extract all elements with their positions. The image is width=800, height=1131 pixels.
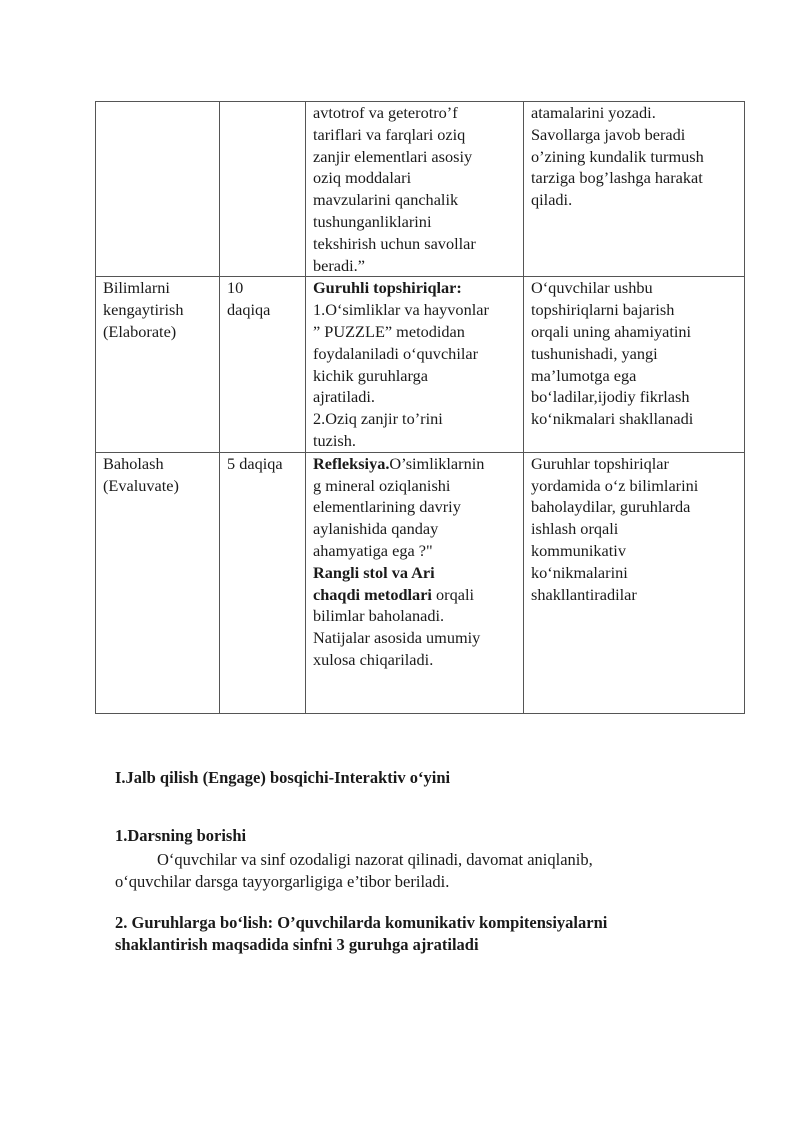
stage-cell [96, 277, 220, 452]
cell-text: shakllantiradilar [531, 584, 637, 604]
cell-text: ” PUZZLE” metodidan [313, 321, 465, 341]
teacher-activity-cell [306, 452, 524, 713]
stage-cell [96, 452, 220, 713]
cell-text: 1.O‘simliklar va hayvonlar [313, 300, 489, 320]
method-title: chaqdi metodlari [313, 584, 432, 604]
cell-text: xulosa chiqariladi. [313, 649, 434, 669]
cell-text: ishlash orqali [531, 519, 619, 539]
cell-text: mavzularini qanchalik [313, 190, 459, 210]
cell-text: O‘quvchilar ushbu [531, 278, 653, 298]
reflection-title: Refleksiya. [313, 453, 390, 473]
time-cell [220, 452, 306, 713]
cell-text: elementlarining davriy [313, 497, 461, 517]
time-cell [220, 102, 306, 277]
paragraph-line: o‘quvchilar darsga tayyorgarligiga e’tibor beriladi. [115, 872, 450, 891]
heading-line: shaklantirish maqsadida sinfni 3 guruhga ajratiladi [115, 935, 479, 954]
cell-text: oziq moddalari [313, 168, 412, 188]
student-activity-cell [524, 452, 745, 713]
engage-heading: I.Jalb qilish (Engage) bosqichi-Interaktiv o‘yini [115, 768, 451, 787]
cell-text: kichik guruhlarga [313, 365, 428, 385]
grouping-heading [115, 912, 715, 956]
cell-text [313, 584, 517, 606]
cell-text: 5 daqiqa [227, 453, 283, 473]
cell-text: ko‘nikmalarini [531, 562, 628, 582]
cell-text: zanjir elementlari asosiy [313, 146, 473, 166]
time-cell [220, 277, 306, 452]
cell-text: qiladi. [531, 190, 573, 210]
cell-text: Baholash [103, 453, 164, 473]
cell-text: ma’lumotga ega [531, 365, 637, 385]
cell-text: foydalaniladi o‘quvchilar [313, 343, 479, 363]
cell-text: tariflari va farqlari oziq [313, 124, 466, 144]
cell-text: tekshirish uchun savollar [313, 233, 476, 253]
task-title: Guruhli topshiriqlar: [313, 278, 462, 298]
cell-text: baholaydilar, guruhlarda [531, 497, 691, 517]
student-activity-cell [524, 277, 745, 452]
cell-text: beradi.” [313, 255, 365, 275]
lesson-flow-paragraph [115, 849, 715, 893]
teacher-activity-cell [306, 102, 524, 277]
cell-text: tarziga bog’lashga harakat [531, 168, 703, 188]
stage-cell [96, 102, 220, 277]
method-title: Rangli stol va Ari [313, 562, 435, 582]
table-row [96, 102, 745, 277]
heading-line: 2. Guruhlarga bo‘lish: O’quvchilarda komunikativ kompitensiyalarni [115, 913, 608, 932]
cell-text: avtotrof va geterotro’f [313, 103, 458, 122]
cell-text: Bilimlarni [103, 278, 170, 298]
cell-text: 10 [227, 278, 244, 298]
cell-text: kommunikativ [531, 540, 626, 560]
cell-text: (Elaborate) [103, 321, 177, 341]
cell-text: o’zining kundalik turmush [531, 146, 704, 166]
student-activity-cell [524, 102, 745, 277]
cell-text: aylanishida qanday [313, 519, 439, 539]
cell-text: Natijalar asosida umumiy [313, 628, 481, 648]
cell-text: Guruhlar topshiriqlar [531, 453, 669, 473]
cell-text: O’simliklarnin [389, 453, 485, 473]
table-row [96, 452, 745, 713]
cell-text: 2.Oziq zanjir to’rini [313, 409, 443, 429]
cell-text: topshiriqlarni bajarish [531, 300, 675, 320]
table-row [96, 277, 745, 452]
cell-text: bo‘ladilar,ijodiy fikrlash [531, 387, 690, 407]
cell-text: tushunganliklarini [313, 211, 432, 231]
teacher-activity-cell [306, 277, 524, 452]
cell-text: ahamyatiga ega ?" [313, 540, 433, 560]
cell-text: yordamida o‘z bilimlarini [531, 475, 699, 495]
cell-text: daqiqa [227, 300, 271, 320]
cell-text: (Evaluvate) [103, 475, 179, 495]
cell-text: ko‘nikmalari shakllanadi [531, 409, 694, 429]
cell-text: kengaytirish [103, 300, 184, 320]
cell-text: tushunishadi, yangi [531, 343, 658, 363]
cell-text: tuzish. [313, 430, 356, 450]
cell-text: bilimlar baholanadi. [313, 606, 445, 626]
cell-text: g mineral oziqlanishi [313, 475, 451, 495]
lesson-plan-table [95, 101, 745, 714]
cell-text: orqali [431, 584, 474, 604]
lesson-flow-heading: 1.Darsning borishi [115, 826, 247, 845]
cell-text [313, 453, 517, 475]
paragraph-line: O‘quvchilar va sinf ozodaligi nazorat qilinadi, davomat aniqlanib, [157, 850, 593, 869]
cell-text: orqali uning ahamiyatini [531, 321, 692, 341]
cell-text: ajratiladi. [313, 387, 375, 407]
cell-text: Savollarga javob beradi [531, 124, 686, 144]
cell-text: atamalarini yozadi. [531, 103, 656, 122]
